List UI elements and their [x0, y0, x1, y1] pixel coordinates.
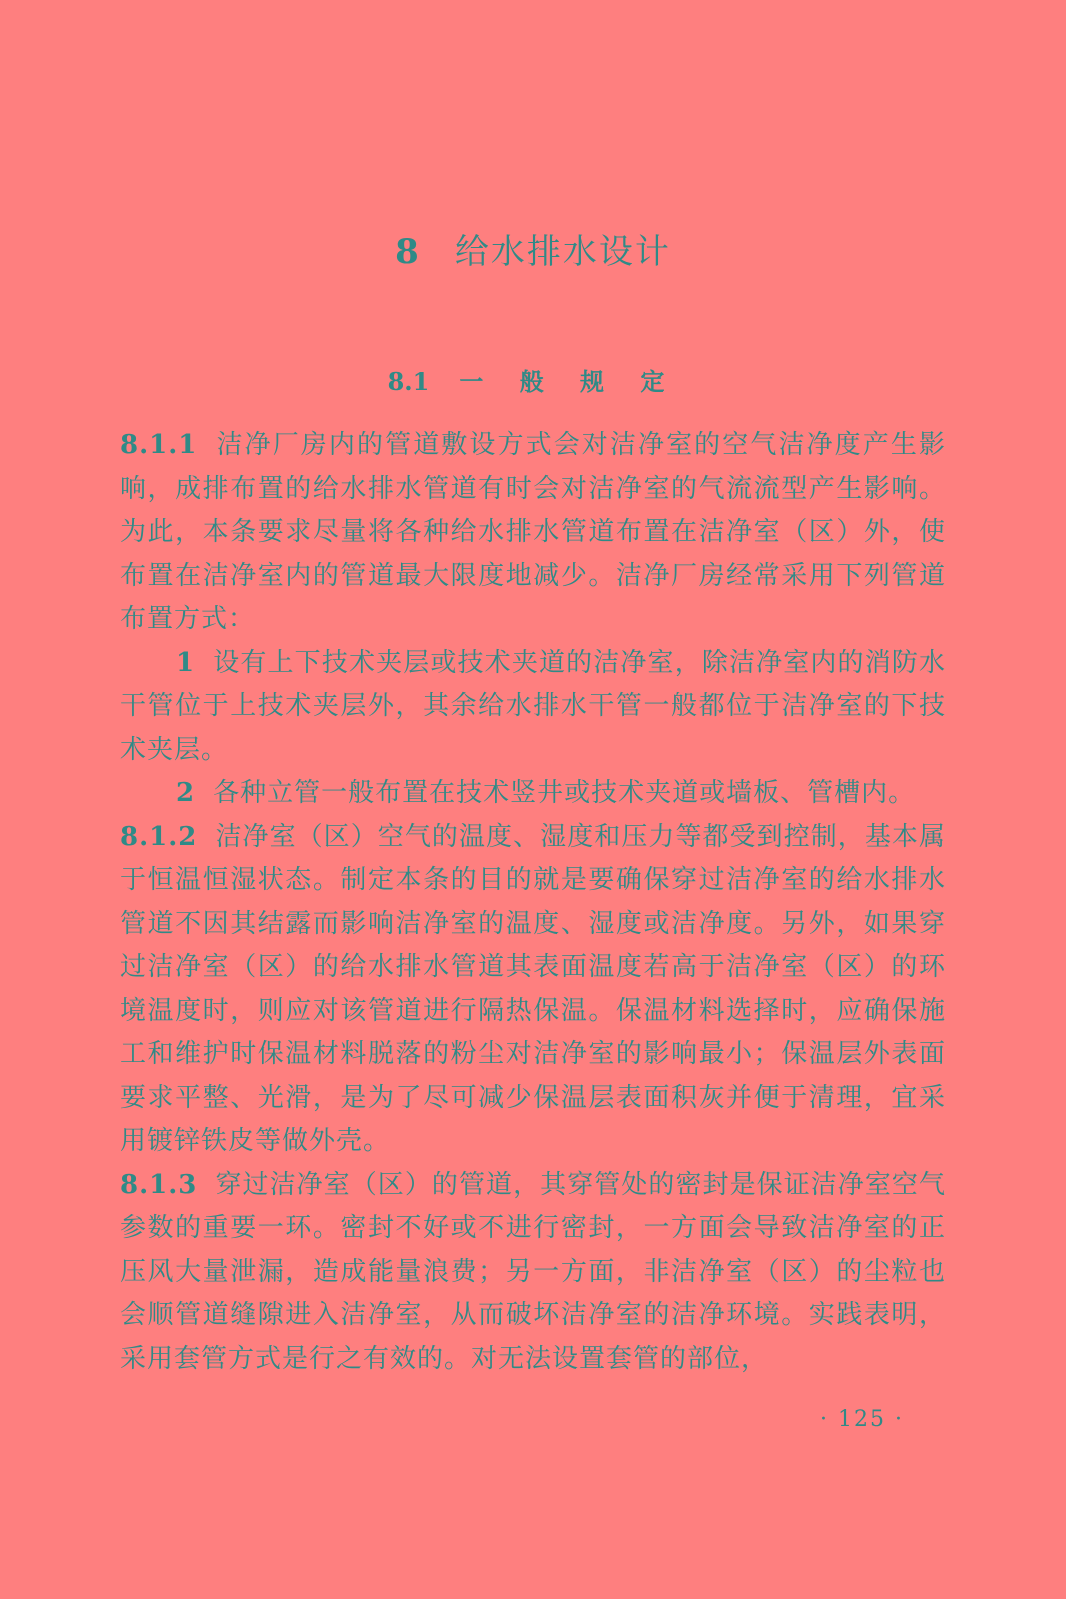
clause-number: 8.1.3: [120, 1169, 198, 1200]
page-number: · 125 ·: [820, 1407, 904, 1432]
list-item-number: 1: [176, 647, 196, 678]
body-text: [120, 424, 946, 1381]
section-title-text: 一 般 规 定: [459, 367, 679, 396]
clause-8-1-1: [120, 424, 946, 642]
chapter-title-text: 给水排水设计: [454, 232, 671, 272]
clause-text: 洁净厂房内的管道敷设方式会对洁净室的空气洁净度产生影响，成排布置的给水排水管道有时会对洁净室的气流流型产生影响。为此，本条要求尽量将各种给水排水管道布置在洁净室（区）外，使布置在洁净室内的管道最大限度地减少。洁净厂房经常采用下列管道布置方式：: [120, 430, 946, 634]
chapter-heading: [0, 224, 1066, 273]
clause-number: 8.1.2: [120, 821, 198, 852]
list-item-text: 各种立管一般布置在技术竖井或技术夹道或墙板、管槽内。: [213, 778, 916, 808]
chapter-number: 8: [395, 232, 421, 272]
section-heading: [0, 362, 1066, 397]
section-number: 8.1: [387, 367, 430, 396]
clause-text: 洁净室（区）空气的温度、湿度和压力等都受到控制，基本属于恒温恒湿状态。制定本条的目的就是要确保穿过洁净室的给水排水管道不因其结露而影响洁净室的温度、湿度或洁净度。另外，如果穿过洁净室（区）的给水排水管道其表面温度若高于洁净室（区）的环境温度时，则应对该管道进行隔热保温。保温材料选择时，应确保施工和维护时保温材料脱落的粉尘对洁净室的影响最小；保温层外表面要求平整、光滑，是为了尽可减少保温层表面积灰并便于清理，宜采用镀锌铁皮等做外壳。: [120, 821, 946, 1156]
clause-text: 穿过洁净室（区）的管道，其穿管处的密封是保证洁净室空气参数的重要一环。密封不好或不进行密封，一方面会导致洁净室的正压风大量泄漏，造成能量浪费；另一方面，非洁净室（区）的尘粒也会顺管道缝隙进入洁净室，从而破坏洁净室的洁净环境。实践表明，采用套管方式是行之有效的。对无法设置套管的部位，: [120, 1169, 946, 1374]
clause-8-1-3: [120, 1164, 946, 1382]
list-item-text: 设有上下技术夹层或技术夹道的洁净室，除洁净室内的消防水干管位于上技术夹层外，其余给水排水干管一般都位于洁净室的下技术夹层。: [120, 647, 946, 765]
list-item-number: 2: [176, 778, 196, 808]
list-item: [120, 642, 946, 773]
clause-number: 8.1.1: [120, 430, 198, 460]
clause-8-1-2: [120, 816, 946, 1164]
list-item: [120, 772, 946, 816]
